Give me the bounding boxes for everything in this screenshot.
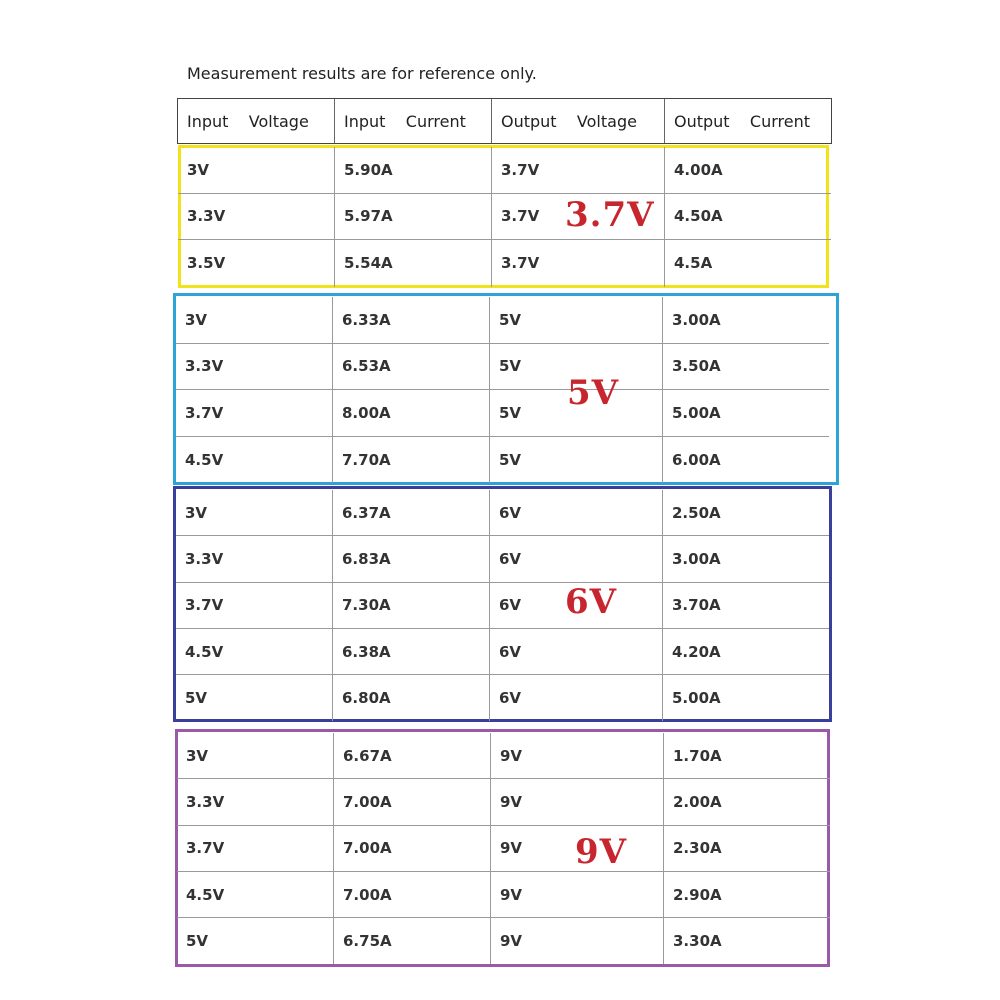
output-current-cell: 3.00A [672, 310, 721, 329]
output-current-cell: 3.30A [673, 932, 722, 951]
output-voltage-cell: 6V [490, 536, 663, 581]
input-voltage-cell: 3.5V [178, 240, 335, 287]
table-row [176, 629, 829, 675]
table-row [176, 490, 829, 536]
header-output-voltage: Output Voltage [492, 99, 665, 143]
input-voltage-cell: 3.3V [178, 194, 335, 240]
output-voltage-cell: 9V [491, 872, 664, 917]
output-voltage-cell: 9V [491, 826, 664, 871]
output-voltage-cell: 3.7V [492, 194, 665, 240]
output-voltage-cell: 5V [490, 344, 663, 390]
input-current-cell: 7.30A [333, 583, 490, 628]
table-row [178, 240, 831, 287]
table-row [177, 872, 830, 918]
input-current-cell: 7.70A [333, 437, 490, 484]
output-current-cell: 2.00A [673, 792, 722, 811]
output-voltage-cell: 6V [490, 490, 663, 535]
reference-note: Measurement results are for reference only. [187, 64, 537, 83]
input-voltage-cell: 3V [177, 733, 334, 778]
output-current-cell: 3.70A [672, 596, 721, 615]
input-current-cell: 6.53A [333, 344, 490, 390]
group-rows [176, 297, 829, 483]
input-current-cell: 6.67A [334, 733, 491, 778]
output-voltage-cell: 5V [490, 390, 663, 436]
input-voltage-cell: 3.7V [177, 826, 334, 871]
output-current-cell: 4.20A [672, 642, 721, 661]
output-voltage-cell: 6V [490, 675, 663, 721]
input-voltage-cell: 3V [178, 147, 335, 193]
input-current-cell: 6.83A [333, 536, 490, 581]
table-row [177, 779, 830, 825]
output-voltage-cell: 9V [491, 733, 664, 778]
input-voltage-cell: 4.5V [177, 872, 334, 917]
input-voltage-cell: 5V [176, 675, 333, 721]
output-current-cell: 3.00A [672, 549, 721, 568]
input-voltage-cell: 3.3V [176, 344, 333, 390]
output-voltage-cell: 5V [490, 297, 663, 343]
input-current-cell: 6.38A [333, 629, 490, 674]
header-input-voltage: Input Voltage [178, 99, 335, 143]
output-current-cell: 4.5A [674, 254, 713, 273]
output-voltage-cell: 3.7V [492, 147, 665, 193]
group-output-label: 9V [575, 832, 628, 872]
table-row [176, 675, 829, 721]
input-current-cell: 6.75A [334, 918, 491, 964]
input-current-cell: 6.33A [333, 297, 490, 343]
input-current-cell: 7.00A [334, 826, 491, 871]
output-current-cell: 1.70A [673, 746, 722, 765]
input-current-cell: 7.00A [334, 872, 491, 917]
input-voltage-cell: 5V [177, 918, 334, 964]
header-input-current: Input Current [335, 99, 492, 143]
table-row [176, 344, 829, 391]
input-current-cell: 5.90A [335, 147, 492, 193]
table-row [176, 437, 829, 484]
output-current-cell: 2.90A [673, 885, 722, 904]
table-row [177, 918, 830, 964]
input-voltage-cell: 3.3V [177, 779, 334, 824]
table-row [176, 583, 829, 629]
group-output-label: 3.7V [565, 195, 655, 235]
group-output-label: 5V [567, 373, 620, 413]
input-current-cell: 7.00A [334, 779, 491, 824]
input-voltage-cell: 4.5V [176, 629, 333, 674]
input-voltage-cell: 3.7V [176, 390, 333, 436]
output-current-cell: 2.30A [673, 839, 722, 858]
table-row [178, 147, 831, 194]
table-row [176, 536, 829, 582]
header-output-current: Output Current [674, 111, 811, 131]
table-row [177, 826, 830, 872]
input-current-cell: 5.97A [335, 194, 492, 240]
input-voltage-cell: 3.7V [176, 583, 333, 628]
group-output-label: 6V [565, 582, 618, 622]
table-row [177, 733, 830, 779]
output-voltage-cell: 6V [490, 629, 663, 674]
group-rows [177, 733, 830, 964]
input-voltage-cell: 4.5V [176, 437, 333, 484]
table-row [176, 390, 829, 437]
input-voltage-cell: 3V [176, 490, 333, 535]
group-rows [176, 490, 829, 721]
input-current-cell: 6.80A [333, 675, 490, 721]
group-rows [178, 147, 831, 287]
table-header [177, 98, 832, 144]
output-voltage-cell: 9V [491, 779, 664, 824]
output-voltage-cell: 9V [491, 918, 664, 964]
output-current-cell: 3.50A [672, 357, 721, 376]
output-current-cell: 4.50A [674, 207, 723, 226]
output-current-cell: 6.00A [672, 450, 721, 469]
table-row [176, 297, 829, 344]
output-current-cell: 5.00A [672, 689, 721, 708]
input-current-cell: 5.54A [335, 240, 492, 287]
output-voltage-cell: 5V [490, 437, 663, 484]
output-voltage-cell: 3.7V [492, 240, 665, 287]
input-current-cell: 8.00A [333, 390, 490, 436]
input-voltage-cell: 3V [176, 297, 333, 343]
output-voltage-cell: 6V [490, 583, 663, 628]
table-row [178, 194, 831, 241]
input-voltage-cell: 3.3V [176, 536, 333, 581]
input-current-cell: 6.37A [333, 490, 490, 535]
output-current-cell: 5.00A [672, 403, 721, 422]
output-current-cell: 4.00A [674, 160, 723, 179]
output-current-cell: 2.50A [672, 503, 721, 522]
